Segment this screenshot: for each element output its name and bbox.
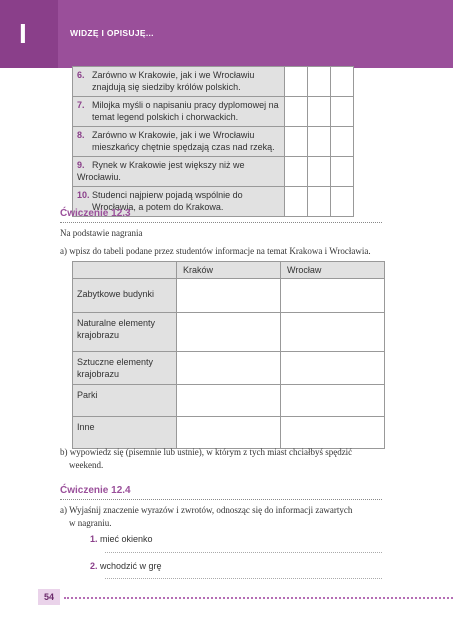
vocab-number: 1. — [90, 534, 98, 544]
statements-table — [72, 66, 354, 217]
statement-number: 6. — [77, 70, 85, 80]
vocab-number: 2. — [90, 561, 98, 571]
answer-cell[interactable] — [177, 313, 281, 352]
statement-text: 7. Milojka myśli o napisaniu pracy dyplomowej na temat legend polskich i chorwackich. — [73, 97, 285, 127]
table-row — [73, 385, 385, 417]
city-info-table — [72, 261, 385, 449]
table-row — [73, 313, 385, 352]
vocab-text: mieć okienko — [100, 534, 153, 544]
statement-text: 9. Rynek w Krakowie jest większy niż we Wrocławiu. — [73, 157, 285, 187]
divider — [60, 222, 382, 223]
row-label: Sztuczne elementy krajobrazu — [73, 352, 177, 385]
row-label: Zabytkowe budynki — [73, 279, 177, 313]
divider — [60, 499, 382, 500]
statement-number: 9. — [77, 160, 85, 170]
statement-row — [73, 157, 354, 187]
answer-cell[interactable] — [177, 279, 281, 313]
answer-cell[interactable] — [281, 385, 385, 417]
answer-box[interactable] — [308, 187, 331, 217]
chapter-number: I — [19, 18, 27, 49]
answer-box[interactable] — [308, 127, 331, 157]
chapter-tab — [0, 0, 58, 68]
statement-number: 10. — [77, 190, 90, 200]
exercise-12-3-task-b: b) wypowiedz się (pisemnie lub ustnie), w którym z tych miast chciałbyś spędzić — [60, 447, 353, 457]
vocab-item — [90, 561, 162, 571]
answer-box[interactable] — [285, 67, 308, 97]
section-title: WIDZĘ I OPISUJĘ... — [70, 28, 154, 38]
exercise-12-3-intro: Na podstawie nagrania — [60, 228, 143, 238]
row-label: Naturalne elementy krajobrazu — [73, 313, 177, 352]
answer-box[interactable] — [285, 127, 308, 157]
answer-line[interactable] — [105, 552, 382, 553]
answer-box[interactable] — [285, 187, 308, 217]
answer-box[interactable] — [331, 127, 354, 157]
table-row — [73, 352, 385, 385]
answer-cell[interactable] — [281, 279, 385, 313]
exercise-12-3-task-b-cont: weekend. — [69, 460, 104, 470]
statement-text: 6. Zarówno w Krakowie, jak i we Wrocławiu znajdują się siedziby królów polskich. — [73, 67, 285, 97]
statement-row — [73, 97, 354, 127]
answer-line[interactable] — [105, 578, 382, 579]
statement-number: 7. — [77, 100, 85, 110]
table-header-row — [73, 262, 385, 279]
answer-box[interactable] — [285, 97, 308, 127]
statement-row — [73, 127, 354, 157]
page-number: 54 — [38, 589, 60, 605]
exercise-12-4-task-a: a) Wyjaśnij znaczenie wyrazów i zwrotów, odnosząc się do informacji zawartych — [60, 505, 353, 515]
chapter-header — [0, 0, 453, 68]
exercise-12-4-title: Ćwiczenie 12.4 — [60, 485, 131, 496]
answer-cell[interactable] — [177, 352, 281, 385]
row-label: Parki — [73, 385, 177, 417]
footer-divider — [64, 597, 453, 599]
answer-cell[interactable] — [281, 313, 385, 352]
answer-box[interactable] — [331, 97, 354, 127]
exercise-12-4-task-a-cont: w nagraniu. — [69, 518, 112, 528]
answer-cell[interactable] — [281, 352, 385, 385]
statement-text: 10. Studenci najpierw pojadą wspólnie do Wrocławia, a potem do Krakowa. — [73, 187, 285, 217]
answer-cell[interactable] — [177, 385, 281, 417]
statement-number: 8. — [77, 130, 85, 140]
statement-text: 8. Zarówno w Krakowie, jak i we Wrocławiu mieszkańcy chętnie spędzają czas nad rzeką. — [73, 127, 285, 157]
exercise-12-3-title: Ćwiczenie 12.3 — [60, 208, 131, 219]
answer-box[interactable] — [308, 157, 331, 187]
column-header-krakow: Kraków — [177, 262, 281, 279]
table-row — [73, 279, 385, 313]
statement-row — [73, 67, 354, 97]
table-row — [73, 417, 385, 449]
answer-box[interactable] — [331, 157, 354, 187]
answer-cell[interactable] — [281, 417, 385, 449]
answer-box[interactable] — [285, 157, 308, 187]
answer-box[interactable] — [308, 97, 331, 127]
answer-cell[interactable] — [177, 417, 281, 449]
vocab-text: wchodzić w grę — [100, 561, 162, 571]
vocab-item — [90, 534, 153, 544]
column-header-wroclaw: Wrocław — [281, 262, 385, 279]
table-corner-cell — [73, 262, 177, 279]
exercise-12-3-task-a: a) wpisz do tabeli podane przez studentów informacje na temat Krakowa i Wrocławia. — [60, 246, 371, 256]
answer-box[interactable] — [331, 187, 354, 217]
row-label: Inne — [73, 417, 177, 449]
answer-box[interactable] — [308, 67, 331, 97]
answer-box[interactable] — [331, 67, 354, 97]
